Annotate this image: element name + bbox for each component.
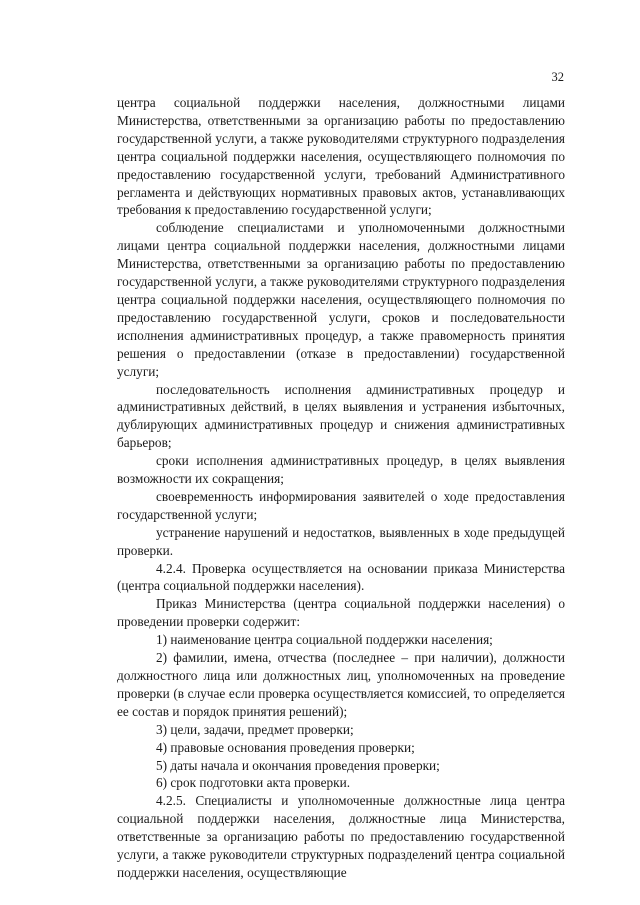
paragraph: центра социальной поддержки населения, должностными лицами Министерства, ответственными за организацию работы по предоставлению государственной услуги, а также руководителями структурного подразделения центра социальной поддержки населения, осуществляющего полномочия по предоставлению государственной услуги, требований Административного регламента и действующих нормативных правовых актов, устанавливающих требования к предоставлению государственной услуги; bbox=[117, 95, 565, 218]
paragraph: своевременность информирования заявителей о ходе предоставления государственной услуги; bbox=[117, 488, 565, 522]
paragraph: соблюдение специалистами и уполномоченными должностными лицами центра социальной поддержки населения, должностными лицами Министерства, ответственными за организацию работы по предоставлению государственной услуги, а также руководителями структурного подразделения центра социальной поддержки населения, осуществляющего полномочия по предоставлению государственной услуги, сроков и последовательности исполнения административных процедур, а также правомерность принятия решения о предоставлении (отказе в предоставлении) государственной услуги; bbox=[117, 220, 565, 379]
paragraph: устранение нарушений и недостатков, выявленных в ходе предыдущей проверки. bbox=[117, 524, 565, 558]
list-item: 2) фамилии, имена, отчества (последнее – при наличии), должности должностного лица или должностных лиц, уполномоченных на проведение проверки (в случае если проверка осуществляется комиссией, то определяется ее состав и порядок принятия решений); bbox=[117, 650, 565, 719]
list-item: 1) наименование центра социальной поддержки населения; bbox=[156, 632, 493, 648]
paragraph: 4.2.4. Проверка осуществляется на основании приказа Министерства (центра социальной поддержки населения). bbox=[117, 560, 565, 594]
list-item: 4) правовые основания проведения проверки; bbox=[156, 739, 415, 755]
paragraph: сроки исполнения административных процедур, в целях выявления возможности их сокращения; bbox=[117, 453, 565, 487]
paragraph: 4.2.5. Специалисты и уполномоченные должностные лица центра социальной поддержки населения, должностные лица Министерства, ответственные за организацию работы по предоставлению государственной услуги, а также руководители структурных подразделений центра социальной поддержки населения, осуществляющие bbox=[117, 793, 565, 880]
paragraph: последовательность исполнения административных процедур и административных действий, в целях выявления и устранения избыточных, дублирующих административных процедур и снижения административных барьеров; bbox=[117, 381, 565, 451]
list-item: 3) цели, задачи, предмет проверки; bbox=[156, 721, 354, 737]
list-item: 5) даты начала и окончания проведения проверки; bbox=[156, 757, 440, 773]
list-item: 6) срок подготовки акта проверки. bbox=[156, 775, 351, 791]
page-number: 32 bbox=[551, 70, 564, 84]
document-body bbox=[117, 94, 565, 882]
paragraph: Приказ Министерства (центра социальной поддержки населения) о проведении проверки содержит: bbox=[117, 596, 565, 630]
